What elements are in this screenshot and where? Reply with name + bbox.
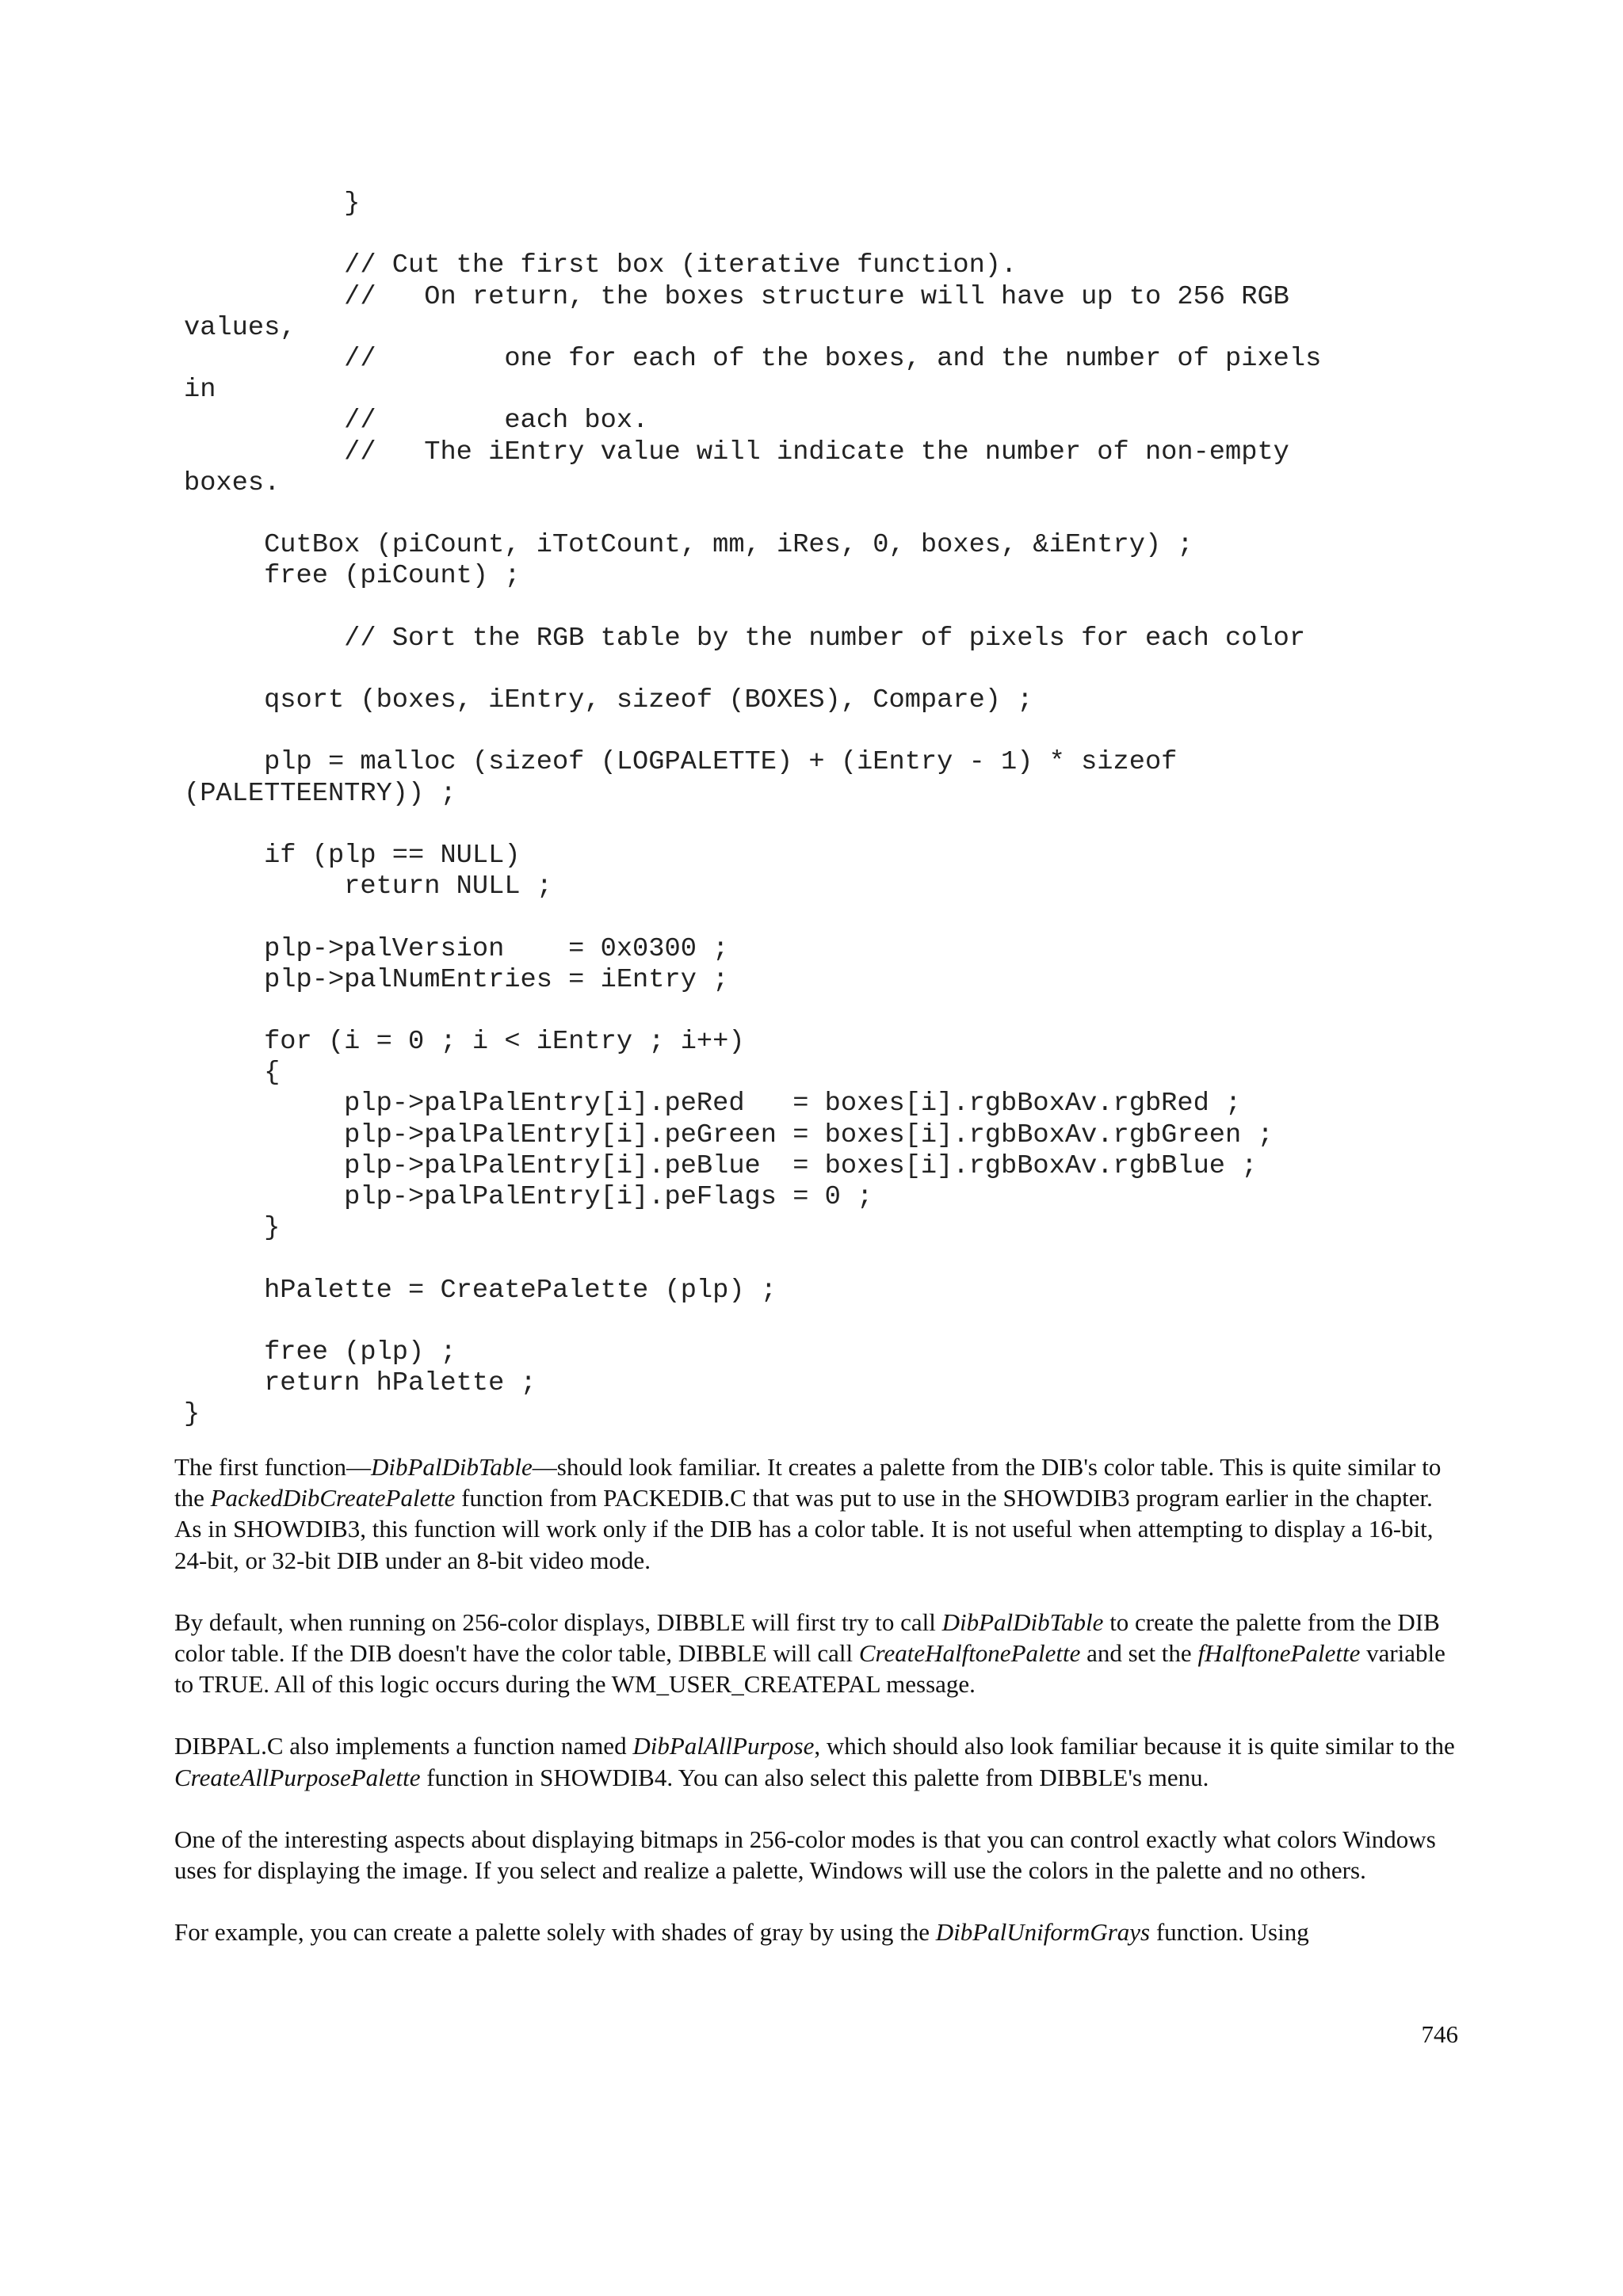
code-line: qsort (boxes, iEntry, sizeof (BOXES), Compare) ; <box>184 685 1033 715</box>
code-line: { <box>184 1058 281 1089</box>
text-run: function from PACKEDIB.C that was put to use in the SHOWDIB3 program earlier in the chapter. As in SHOWDIB3, this function will work only if the DIB has a color table. It is not useful when attempting to display a 16-bit, 24-bit, or 32-bit DIB under an 8-bit video mode. <box>174 1484 1434 1574</box>
code-line: plp->palPalEntry[i].peFlags = 0 ; <box>184 1182 873 1212</box>
italic-term: CreateAllPurposePalette <box>174 1763 421 1791</box>
text-run: For example, you can create a palette solely with shades of gray by using the <box>174 1918 936 1947</box>
italic-term: DibPalDibTable <box>941 1608 1104 1636</box>
paragraph-dibble-default <box>174 1607 1458 1700</box>
text-run: By default, when running on 256-color displays, DIBBLE will first try to call <box>174 1608 942 1636</box>
paragraph-uniform-grays <box>174 1917 1458 1947</box>
code-line <box>184 499 1531 530</box>
text-run: and set the <box>1080 1639 1198 1668</box>
code-line: } <box>184 189 361 219</box>
italic-term: DibPalDibTable <box>370 1453 533 1481</box>
code-line: CutBox (piCount, iTotCount, mm, iRes, 0, boxes, &iEntry) ; <box>184 530 1193 561</box>
code-line: free (piCount) ; <box>184 561 521 592</box>
code-line <box>184 1244 1531 1275</box>
code-line: plp->palVersion = 0x0300 ; <box>184 933 729 964</box>
code-line: (PALETTEENTRY)) ; <box>184 778 456 809</box>
text-run: function. Using <box>1150 1918 1309 1947</box>
code-line: // The iEntry value will indicate the number of non-empty <box>184 437 1289 467</box>
code-line: values, <box>184 312 296 343</box>
code-line: plp = malloc (sizeof (LOGPALETTE) + (iEntry - 1) * sizeof <box>184 747 1178 778</box>
code-line: plp->palPalEntry[i].peBlue = boxes[i].rgbBoxAv.rgbBlue ; <box>184 1150 1258 1181</box>
code-line: hPalette = CreatePalette (plp) ; <box>184 1275 777 1306</box>
code-line: return hPalette ; <box>184 1368 537 1399</box>
code-line: plp->palNumEntries = iEntry ; <box>184 964 729 995</box>
text-run: —should look familiar. It creates a palette from the DIB's color table. This is quite similar to the <box>174 1453 1442 1512</box>
code-line: if (plp == NULL) <box>184 840 521 871</box>
italic-term: PackedDibCreatePalette <box>210 1484 456 1512</box>
code-line: return NULL ; <box>184 871 552 902</box>
code-line: plp->palPalEntry[i].peGreen = boxes[i].rgbBoxAv.rgbGreen ; <box>184 1119 1274 1150</box>
paragraph-dibpaldibtable <box>174 1451 1458 1576</box>
text-run: , which should also look familiar because it is quite similar to the <box>814 1732 1455 1760</box>
code-line <box>184 592 1531 623</box>
page-number: 746 <box>1421 2020 1458 2048</box>
code-line <box>184 810 1531 841</box>
code-line <box>184 219 1531 250</box>
italic-term: fHalftonePalette <box>1197 1639 1361 1668</box>
code-line: } <box>184 1213 281 1244</box>
code-line <box>184 654 1531 685</box>
code-line: } <box>184 1399 200 1430</box>
code-line: // Sort the RGB table by the number of pixels for each color <box>184 623 1306 654</box>
code-line: in <box>184 375 216 406</box>
text-run: to create the palette from the DIB color table. If the DIB doesn't have the color table, DIBBLE will call <box>174 1608 1440 1668</box>
code-line: for (i = 0 ; i < iEntry ; i++) <box>184 1027 745 1058</box>
text-run: variable to TRUE. All of this logic occurs during the WM_USER_CREATEPAL message. <box>174 1639 1445 1699</box>
italic-term: DibPalAllPurpose <box>632 1732 815 1760</box>
code-line <box>184 902 1531 933</box>
body-text <box>174 1451 1458 1978</box>
code-line: // one for each of the boxes, and the number of pixels <box>184 343 1322 374</box>
italic-term: DibPalUniformGrays <box>935 1918 1151 1947</box>
text-run: DIBPAL.C also implements a function named <box>174 1732 633 1760</box>
code-line: // On return, the boxes structure will have up to 256 RGB <box>184 281 1289 312</box>
italic-term: CreateHalftonePalette <box>858 1639 1081 1668</box>
code-line <box>184 716 1531 747</box>
code-line: // each box. <box>184 406 649 437</box>
text-run: One of the interesting aspects about displaying bitmaps in 256-color modes is that you can control exactly what colors Windows uses for displaying the image. If you select and realize a palette, Windows will use the colors in the palette and no others. <box>174 1825 1436 1885</box>
code-line: plp->palPalEntry[i].peRed = boxes[i].rgbBoxAv.rgbRed ; <box>184 1089 1242 1119</box>
code-line <box>184 996 1531 1027</box>
paragraph-256-color-modes <box>174 1824 1458 1886</box>
code-listing <box>184 189 1531 1431</box>
text-run: function in SHOWDIB4. You can also select this palette from DIBBLE's menu. <box>420 1763 1209 1791</box>
code-line: // Cut the first box (iterative function). <box>184 250 1018 281</box>
paragraph-dibpalallpurpose <box>174 1730 1458 1792</box>
code-line <box>184 1306 1531 1337</box>
code-line: boxes. <box>184 467 281 498</box>
code-line: free (plp) ; <box>184 1337 456 1367</box>
text-run: The first function— <box>174 1453 371 1481</box>
